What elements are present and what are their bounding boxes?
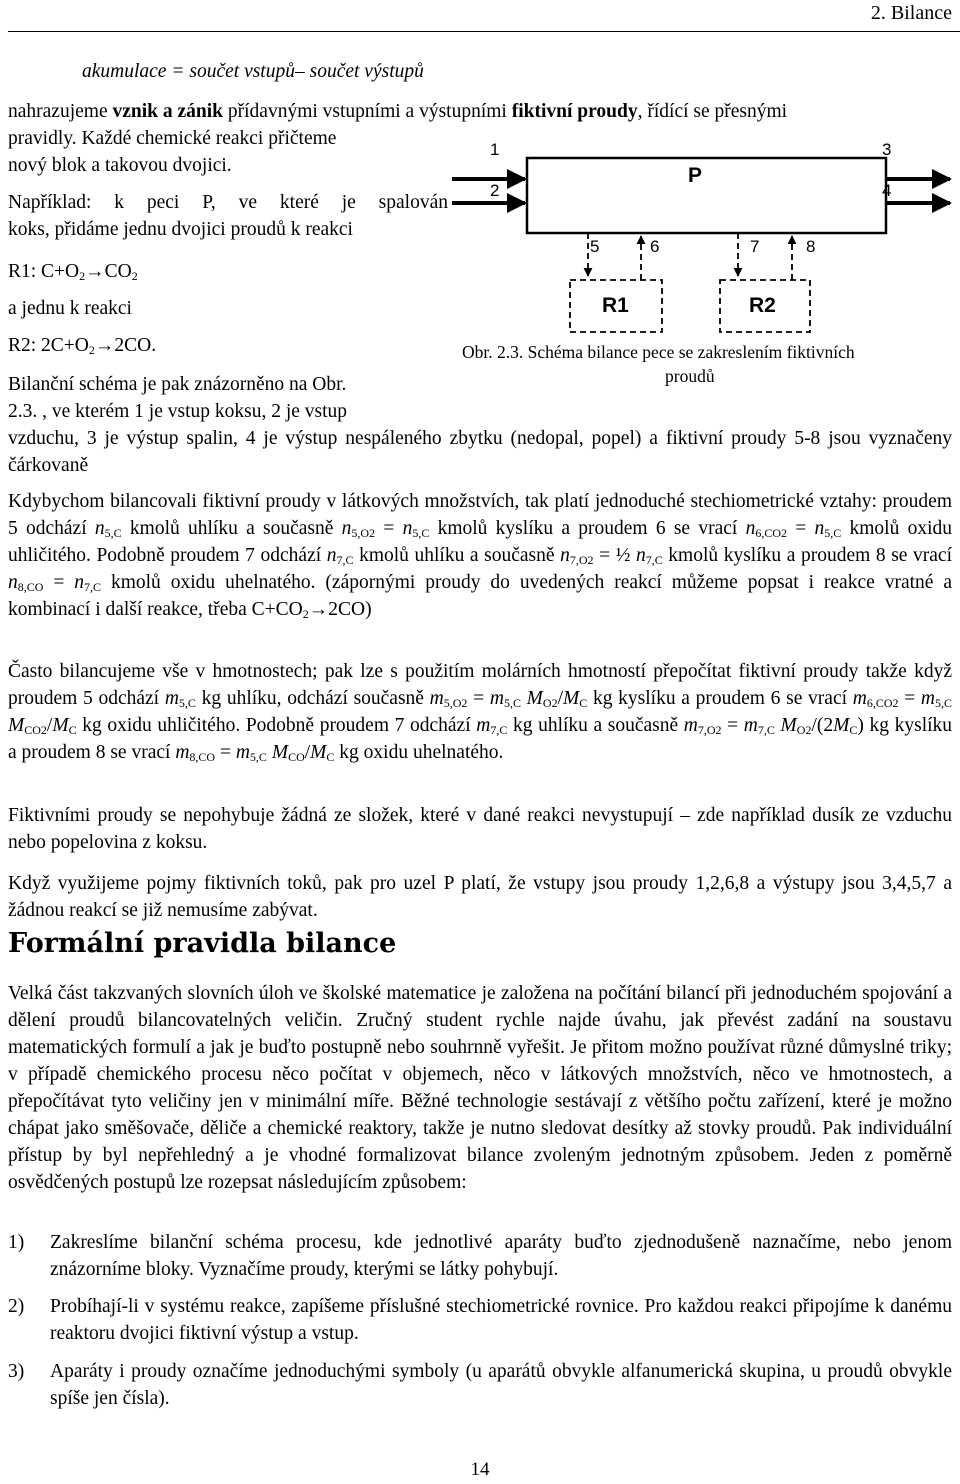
subscript: C bbox=[579, 696, 588, 710]
reaction-text: R1: C+O bbox=[8, 261, 80, 282]
text: kg uhlíku, odchází současně bbox=[195, 688, 430, 709]
example-line-1: Například: k peci P, ve které je spalován bbox=[8, 192, 448, 213]
var: m bbox=[175, 742, 190, 763]
subscript: 2 bbox=[302, 607, 309, 621]
intro-bold-term: vznik a zánik bbox=[112, 101, 224, 122]
var: m bbox=[683, 715, 698, 736]
figure-caption-line-1: Obr. 2.3. Schéma bilance pece se zakreslením fiktivních bbox=[462, 342, 855, 362]
stream-6-label: 6 bbox=[650, 237, 660, 256]
stream-7-label: 7 bbox=[750, 237, 760, 256]
list-text: Aparáty i proudy označíme jednoduchými symboly (u aparátů obvykle alfanumerická skupina, u proudů obvykle spíše jen čísla). bbox=[50, 1361, 952, 1409]
var: M bbox=[563, 688, 580, 709]
var: m bbox=[476, 715, 491, 736]
text: kmolů kyslíku a proudem 8 se vrací bbox=[662, 545, 953, 566]
text: kg oxidu uhelnatého. bbox=[334, 742, 504, 763]
var: n bbox=[326, 545, 337, 566]
subscript: 5,C bbox=[104, 526, 122, 540]
var: M bbox=[780, 715, 797, 736]
text: = bbox=[215, 742, 236, 763]
subscript: 7,O2 bbox=[569, 553, 594, 567]
subscript: 5,C bbox=[412, 526, 430, 540]
intro-text: , řídící se přesnými bbox=[637, 101, 788, 122]
paragraph-stoichiometry bbox=[8, 488, 952, 623]
var: M bbox=[271, 742, 289, 763]
subscript: 2 bbox=[88, 343, 95, 357]
text: = bbox=[786, 518, 815, 539]
page-number: 14 bbox=[470, 1459, 490, 1480]
var: n bbox=[745, 518, 756, 539]
header-rule bbox=[8, 31, 960, 32]
stream-8-label: 8 bbox=[806, 237, 816, 256]
subscript: C bbox=[849, 723, 858, 737]
figure-caption-line-2: proudů bbox=[665, 366, 715, 386]
text: = bbox=[375, 518, 403, 539]
var: n bbox=[402, 518, 413, 539]
stream-3-label: 3 bbox=[882, 140, 892, 159]
reaction-arrow: → bbox=[85, 261, 105, 282]
var: n bbox=[560, 545, 570, 566]
paragraph-node-p: Když využijeme pojmy fiktivních toků, pak pro uzel P platí, že vstupy jsou proudy 1,2,6,8 a výstupy jsou 3,4,5,7 a žádnou reakcí se již nemusíme zabývat. bbox=[8, 873, 952, 921]
subscript: 5,C bbox=[935, 696, 953, 710]
subscript: 7,O2 bbox=[697, 723, 722, 737]
var: n bbox=[341, 518, 352, 539]
list-item bbox=[8, 1293, 952, 1347]
node-p-label: P bbox=[688, 164, 703, 187]
intro-line-1 bbox=[8, 98, 952, 125]
intro-bold-term: fiktivní proudy bbox=[511, 101, 638, 122]
stream-1-label: 1 bbox=[490, 140, 500, 159]
node-p-box bbox=[527, 158, 886, 233]
subscript: CO bbox=[288, 750, 305, 764]
intro-text: přídavnými vstupními a výstupními bbox=[223, 101, 512, 122]
subscript: 5,C bbox=[249, 750, 267, 764]
list-number: 1) bbox=[8, 1232, 25, 1253]
chapter-header: 2. Bilance bbox=[870, 2, 952, 24]
text: /(2 bbox=[811, 715, 834, 736]
paragraph-continuation: vzduchu, 3 je výstup spalin, 4 je výstup nespáleného zbytku (nedopal, popel) a fiktivní proudy 5-8 jsou vyznačeny čárkovaně bbox=[8, 428, 952, 476]
text: kmolů uhlíku a současně bbox=[353, 545, 561, 566]
var: m bbox=[429, 688, 444, 709]
reaction-text: R2: 2C+O bbox=[8, 335, 89, 356]
var: m bbox=[920, 688, 935, 709]
node-r2-label: R2 bbox=[749, 294, 776, 317]
subscript: 7,C bbox=[490, 723, 508, 737]
subscript: 6,CO2 bbox=[866, 696, 899, 710]
text: = bbox=[467, 688, 490, 709]
var: M bbox=[833, 715, 850, 736]
intro-text: nahrazujeme bbox=[8, 101, 113, 122]
subscript: 5,C bbox=[824, 526, 842, 540]
var: m bbox=[743, 715, 758, 736]
text: = bbox=[898, 688, 921, 709]
text: kmolů oxidu uhličitého. Podobně proudem 7 odchází bbox=[8, 518, 953, 566]
var: n bbox=[8, 572, 18, 593]
and-text: a jednu k reakci bbox=[8, 298, 132, 319]
bilance-line-1: Bilanční schéma je pak znázorněno na Obr. bbox=[8, 374, 347, 395]
section-heading: Formální pravidla bilance bbox=[8, 928, 397, 959]
var: n bbox=[94, 518, 105, 539]
var: n bbox=[74, 572, 85, 593]
list-text: Zakreslíme bilanční schéma procesu, kde jednotlivé aparáty buďto zjednodušeně naznačíme, nebo jenom znázorníme bloky. Vyznačíme proudy, kterými se látky pohybují. bbox=[50, 1232, 952, 1280]
stream-5-label: 5 bbox=[590, 237, 600, 256]
text: kmolů uhlíku a současně bbox=[121, 518, 342, 539]
subscript: C bbox=[326, 750, 335, 764]
var: n bbox=[814, 518, 825, 539]
reaction-text: 2CO. bbox=[114, 335, 157, 356]
reaction-text: CO bbox=[104, 261, 132, 282]
paragraph-masses bbox=[8, 658, 952, 766]
text: kmolů oxidu uhelnatého. (zápornými proudy do uvedených reakcí můžeme popsat i reakce vratné a kombinací i další reakce, třeba C+CO bbox=[8, 572, 952, 620]
subscript: 6,CO2 bbox=[755, 526, 787, 540]
var: M bbox=[8, 715, 25, 736]
subscript: 5,O2 bbox=[351, 526, 376, 540]
list-number: 3) bbox=[8, 1361, 25, 1382]
list-item bbox=[8, 1229, 952, 1283]
reaction-r1 bbox=[8, 258, 138, 285]
text: = bbox=[43, 572, 75, 593]
text: = ½ bbox=[593, 545, 636, 566]
subscript: 7,C bbox=[645, 553, 663, 567]
var: m bbox=[852, 688, 867, 709]
list-text: Probíhají-li v systému reakce, zapíšeme příslušné stechiometrické rovnice. Pro každou reakci připojíme k danému reaktoru dvojici fiktivní výstup a vstup. bbox=[50, 1296, 952, 1344]
stream-4-label: 4 bbox=[882, 181, 892, 200]
subscript: 7,C bbox=[84, 580, 102, 594]
text: kg oxidu uhličitého. Podobně proudem 7 odchází bbox=[76, 715, 477, 736]
list-number: 2) bbox=[8, 1296, 25, 1317]
text: kg kyslíku a proudem 6 se vrací bbox=[587, 688, 853, 709]
subscript: 8,CO bbox=[189, 750, 216, 764]
reaction-arrow: → bbox=[94, 335, 115, 356]
list-item bbox=[8, 1358, 952, 1412]
var: M bbox=[526, 688, 543, 709]
subscript: O2 bbox=[796, 723, 812, 737]
subscript: 2 bbox=[131, 269, 138, 283]
text: / bbox=[557, 688, 563, 709]
intro-line-3: nový blok a takovou dvojici. bbox=[8, 155, 232, 176]
var: m bbox=[164, 688, 179, 709]
node-r1-label: R1 bbox=[602, 294, 629, 317]
subscript: 7,C bbox=[336, 553, 354, 567]
subscript: 5,C bbox=[178, 696, 196, 710]
var: M bbox=[310, 742, 327, 763]
intro-line-2: pravidly. Každé chemické reakci přičteme bbox=[8, 128, 337, 149]
subscript: O2 bbox=[542, 696, 558, 710]
subscript: 5,O2 bbox=[443, 696, 468, 710]
subscript: CO2 bbox=[24, 723, 47, 737]
example-line-2: koks, přidáme jednu dvojici proudů k reakci bbox=[8, 219, 353, 240]
subscript: 2 bbox=[79, 269, 86, 283]
text: kmolů kyslíku a proudem 6 se vrací bbox=[429, 518, 746, 539]
text: / bbox=[304, 742, 311, 763]
subscript: C bbox=[68, 723, 77, 737]
text: Často bilancujeme vše v hmotnostech; pak lze s použitím molárních hmotností přepočítat fiktivní proudy takže když proudem 5 odchází bbox=[8, 661, 952, 709]
subscript: 8,CO bbox=[17, 580, 44, 594]
reaction-r2 bbox=[8, 332, 156, 359]
paragraph-formal-rules: Velká část takzvaných slovních úloh ve školské matematice je založena na počítání bilancí při jednoduchém spojování a dělení proudů bilancovatelných veličin. Zručný student rychle najde úvahu, jak převést zadání na soustavu matematických formulí a jak je buďto postupně nebo souhrnně vyřešit. Je přitom možno používat různé důmyslné triky; v případě chemického procesu něco počítat v objemech, něco v látkových množstvích, něco ve hmotnostech, a přepočítávat tyto veličiny jen v minimální míře. Běžné technologie sestávají z většího počtu zařízení, které je možno chápat jako směšovače, děliče a chemické reaktory, takže je nutno sledovat desítky až stovky proudů. Pak individuální přístup by byl nepřehledný a je vhodné formalizovat bilance zvoleným jednotným způsobem. Jeden z poměrně osvědčených postupů lze rozepsat následujícím způsobem: bbox=[8, 983, 952, 1193]
var: M bbox=[52, 715, 69, 736]
text: = bbox=[721, 715, 744, 736]
paragraph-fictive-note: Fiktivními proudy se nepohybuje žádná ze složek, které v dané reakci nevystupují – zde například dusík ze vzduchu nebo popelovina z koksu. bbox=[8, 805, 952, 853]
bilance-line-2: 2.3. , ve kterém 1 je vstup koksu, 2 je vstup bbox=[8, 401, 348, 422]
text: ) kg kyslíku a proudem 8 se vrací bbox=[8, 715, 953, 763]
var: m bbox=[489, 688, 504, 709]
var: m bbox=[235, 742, 250, 763]
text: / bbox=[46, 715, 53, 736]
stream-2-label: 2 bbox=[490, 181, 500, 200]
subscript: 7,C bbox=[757, 723, 775, 737]
subscript: 5,C bbox=[503, 696, 521, 710]
var: n bbox=[635, 545, 646, 566]
balance-formula: akumulace = součet vstupů– součet výstupů bbox=[82, 61, 424, 82]
text: kg uhlíku a současně bbox=[507, 715, 684, 736]
text: Kdybychom bilancovali fiktivní proudy v látkových množstvích, tak platí jednoduché stechiometrické vztahy: proudem 5 odchází bbox=[8, 491, 952, 539]
text: →2CO) bbox=[308, 599, 372, 620]
